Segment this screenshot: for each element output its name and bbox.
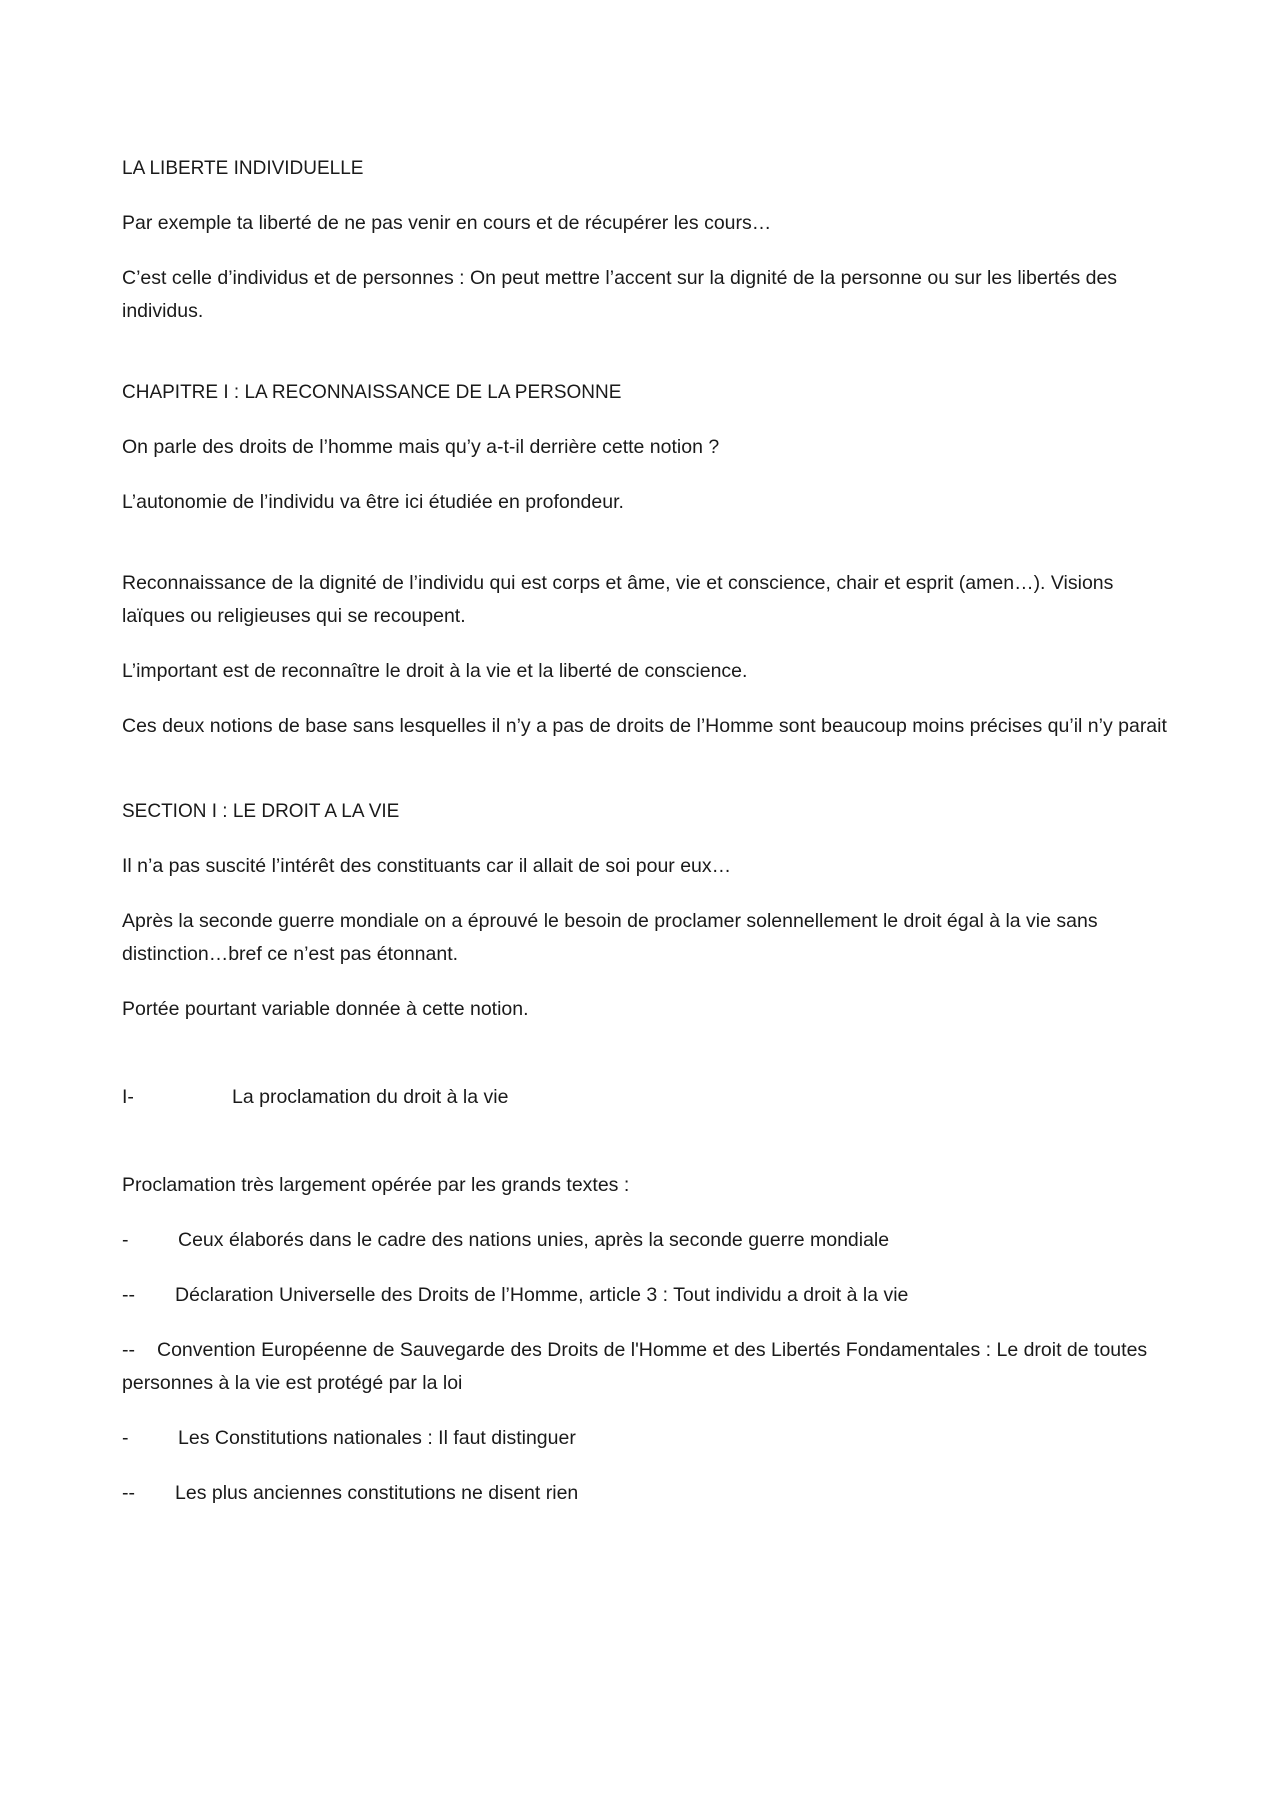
list-bullet: - bbox=[122, 1229, 129, 1251]
section-heading: SECTION I : LE DROIT A LA VIE bbox=[122, 801, 400, 822]
document-title: LA LIBERTE INDIVIDUELLE bbox=[122, 158, 364, 179]
chapter-heading: CHAPITRE I : LA RECONNAISSANCE DE LA PERSONNE bbox=[122, 382, 622, 403]
subsection-number: I- bbox=[122, 1086, 134, 1108]
paragraph: Ces deux notions de base sans lesquelles il n’y a pas de droits de l’Homme sont beaucoup moins précises qu’il n’y parait bbox=[122, 715, 1167, 737]
paragraph: Après la seconde guerre mondiale on a éprouvé le besoin de proclamer solennellement le droit égal à la vie sans distinction…bref ce n’est pas étonnant. bbox=[122, 910, 1098, 965]
list-bullet: - bbox=[122, 1427, 129, 1449]
paragraph: Proclamation très largement opérée par les grands textes : bbox=[122, 1174, 630, 1196]
list-item bbox=[122, 1279, 1180, 1312]
paragraph: Portée pourtant variable donnée à cette notion. bbox=[122, 998, 529, 1020]
list-item-text: Ceux élaborés dans le cadre des nations unies, après la seconde guerre mondiale bbox=[178, 1229, 890, 1251]
paragraph: Il n’a pas suscité l’intérêt des constituants car il allait de soi pour eux… bbox=[122, 855, 732, 877]
paragraph: On parle des droits de l’homme mais qu’y a-t-il derrière cette notion ? bbox=[122, 436, 720, 458]
list-bullet: -- bbox=[122, 1284, 135, 1306]
paragraph: Par exemple ta liberté de ne pas venir en cours et de récupérer les cours… bbox=[122, 212, 772, 234]
subsection-heading bbox=[122, 1081, 1180, 1114]
list-item-text: Les Constitutions nationales : Il faut distinguer bbox=[178, 1427, 576, 1449]
list-item bbox=[122, 1477, 1180, 1510]
paragraph: Reconnaissance de la dignité de l’individu qui est corps et âme, vie et conscience, chair et esprit (amen…). Visions laïques ou religieuses qui se recoupent. bbox=[122, 572, 1114, 627]
subsection-title: La proclamation du droit à la vie bbox=[232, 1086, 509, 1108]
list-item bbox=[122, 1422, 1180, 1455]
paragraph: L’autonomie de l’individu va être ici étudiée en profondeur. bbox=[122, 491, 624, 513]
paragraph: C’est celle d’individus et de personnes : On peut mettre l’accent sur la dignité de la personne ou sur les libertés des individus. bbox=[122, 267, 1118, 322]
list-item-text: Les plus anciennes constitutions ne disent rien bbox=[175, 1482, 579, 1504]
list-item bbox=[122, 1334, 1180, 1400]
paragraph: L’important est de reconnaître le droit à la vie et la liberté de conscience. bbox=[122, 660, 748, 682]
list-item bbox=[122, 1224, 1180, 1257]
list-bullet: -- bbox=[122, 1482, 135, 1504]
list-item-text: Déclaration Universelle des Droits de l’Homme, article 3 : Tout individu a droit à la vie bbox=[175, 1284, 909, 1306]
list-item-text: Convention Européenne de Sauvegarde des Droits de l'Homme et des Libertés Fondamentales : Le droit de toutes personnes à la vie est protégé par la loi bbox=[122, 1339, 1148, 1394]
list-bullet: -- bbox=[122, 1339, 135, 1361]
